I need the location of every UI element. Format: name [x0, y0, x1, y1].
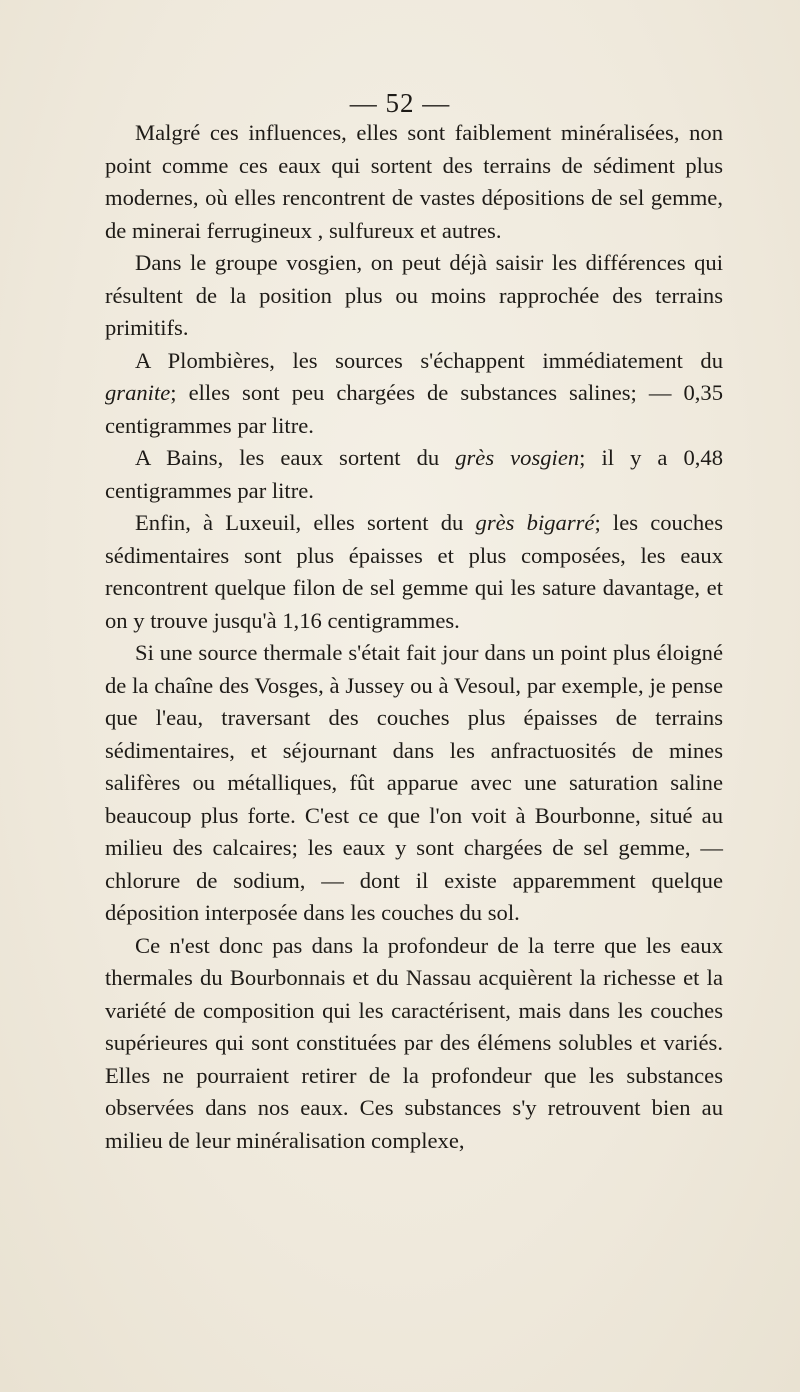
text-segment: Dans le groupe vosgien, on peut déjà saisir les différences qui résultent de la position plus ou moins rapprochée des terrains primitifs. [105, 250, 723, 340]
paragraph-bains [105, 442, 723, 507]
text-segment: A Plombières, les sources s'échappent immédiatement du [135, 347, 723, 373]
text-segment: ; il y a 0,48 centigrammes par litre. [105, 445, 723, 503]
paragraph-influences [105, 117, 723, 247]
paragraph-groupe-vosgien [105, 247, 723, 345]
paragraph-plombieres [105, 345, 723, 443]
text-segment: Enfin, à Luxeuil, elles sortent du [135, 510, 476, 535]
paragraph-conclusion [105, 930, 723, 1158]
italic-term: grès vosgien [455, 445, 580, 470]
italic-term: granite [105, 380, 171, 405]
text-segment: Si une source thermale s'était fait jour dans un point plus éloigné de la chaîne des Vosges, à Jussey ou à Vesoul, par exemple, je pense que l'eau, traversant des couches plus épaisses de terrains sédimentaires, et séjournant dans les anfractuosités de mines salifères ou métalliques, fût apparue avec une saturation saline beaucoup plus forte. C'est ce que l'on voit à Bourbonne, situé au milieu des calcaires; les eaux y sont chargées de sel gemme, — chlorure de sodium, — dont il existe apparemment quelque déposition interposée dans les couches du sol. [105, 640, 723, 925]
body-text [105, 117, 723, 1157]
paragraph-luxeuil [105, 507, 723, 637]
italic-term: grès bigarré [475, 510, 595, 535]
text-segment: A Bains, les eaux sortent du [135, 445, 456, 470]
text-segment: ; les couches sédimentaires sont plus épaisses et plus composées, les eaux rencontrent quelque filon de sel gemme qui les sature davantage, et on y trouve jusqu'à 1,16 centigrammes. [105, 510, 723, 633]
paragraph-source-thermale [105, 637, 723, 930]
page-number: — 52 — [349, 88, 451, 118]
text-segment: Malgré ces influences, elles sont faiblement minéralisées, non point comme ces eaux qui sortent des terrains de sédiment plus modernes, où elles rencontrent de vastes dépositions de sel gemme, de minerai ferrugineux , sulfureux et autres. [105, 120, 723, 243]
text-segment: ; elles sont peu chargées de substances salines; — 0,35 centigrammes par litre. [105, 380, 723, 438]
text-segment: Ce n'est donc pas dans la profondeur de la terre que les eaux thermales du Bourbonnais et du Nassau acquièrent la richesse et la variété de composition qui les caractérisent, mais dans les couches supérieures qui sont constituées par des élémens solubles et variés. Elles ne pourraient retirer de la profondeur que les substances observées dans nos eaux. Ces substances s'y retrouvent bien au milieu de leur minéralisation complexe, [105, 932, 723, 1153]
